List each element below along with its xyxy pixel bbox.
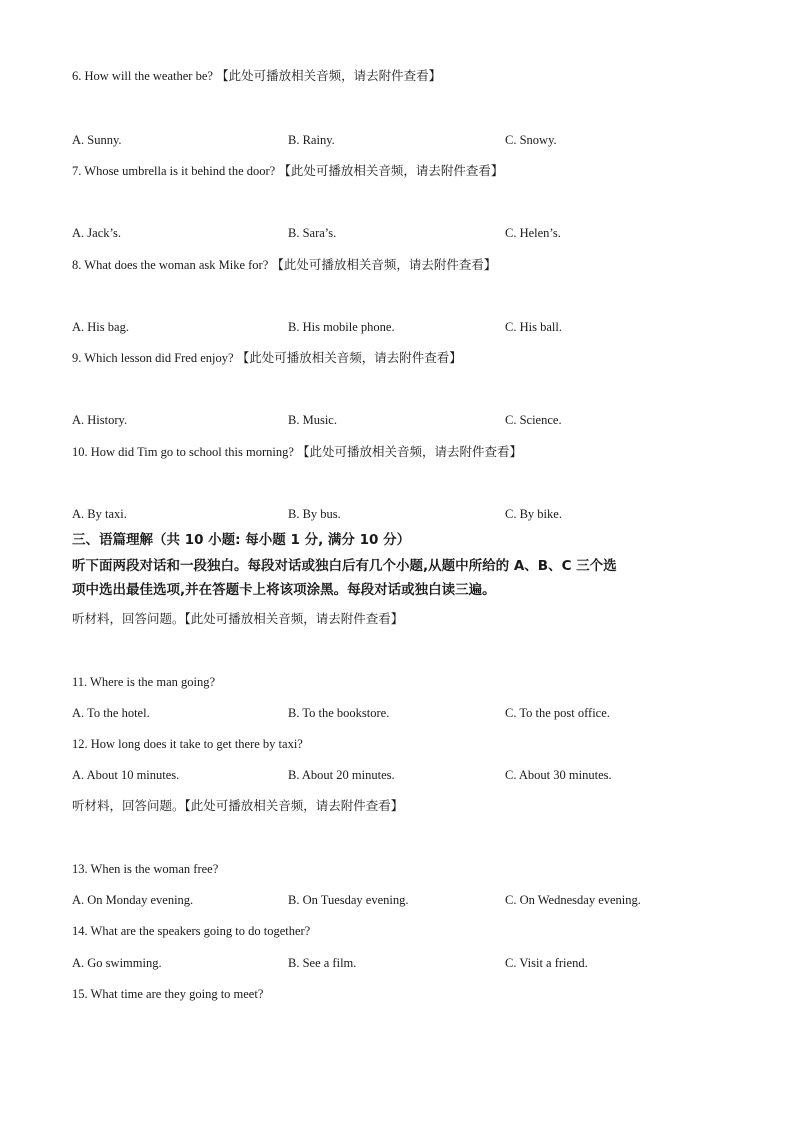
audio-link[interactable]: 【此处可播放相关音频，请去附件查看】 [278,163,504,178]
option-b: B. On Tuesday evening. [288,893,409,907]
option-a: A. Go swimming. [72,956,162,970]
option-b: B. To the bookstore. [288,706,390,720]
audio-link[interactable]: 【此处可播放相关音频，请去附件查看】 [297,444,523,459]
option-b: B. Sara’s. [288,226,337,240]
question-13: 13. When is the woman free? [72,862,219,876]
option-c: C. Visit a friend. [505,956,588,970]
section-instruction-line-1: 听下面两段对话和一段独白。每段对话或独白后有几个小题,从题中所给的 A、B、C 三个选 [72,558,617,574]
question-14: 14. What are the speakers going to do together? [72,924,311,938]
audio-link[interactable]: 【此处可播放相关音频，请去附件查看】 [236,350,462,365]
question-text: 8. What does the woman ask Mike for? [72,258,269,272]
option-a: A. His bag. [72,320,129,334]
question-7 [72,163,503,179]
option-c: C. By bike. [505,507,562,521]
option-c: C. Snowy. [505,133,557,147]
option-a: A. About 10 minutes. [72,768,180,782]
question-10 [72,444,522,460]
question-8 [72,257,496,273]
option-c: C. Science. [505,413,562,427]
question-11: 11. Where is the man going? [72,675,216,689]
option-b: B. His mobile phone. [288,320,395,334]
listen-prompt [72,611,403,627]
section-title: 三、语篇理解（共 10 小题: 每小题 1 分, 满分 10 分） [72,532,411,548]
question-text: 7. Whose umbrella is it behind the door? [72,164,276,178]
option-a: A. History. [72,413,128,427]
option-c: C. To the post office. [505,706,610,720]
option-a: A. By taxi. [72,507,127,521]
question-12: 12. How long does it take to get there by taxi? [72,737,303,751]
listen-prompt-text: 听材料，回答问题。 [72,611,185,626]
option-c: C. Helen’s. [505,226,561,240]
question-text: 10. How did Tim go to school this morning? [72,445,294,459]
question-9 [72,350,462,366]
listen-prompt [72,798,403,814]
question-15: 15. What time are they going to meet? [72,987,264,1001]
option-b: B. See a film. [288,956,357,970]
audio-link[interactable]: 【此处可播放相关音频，请去附件查看】 [184,611,404,626]
section-instruction-line-2: 项中选出最佳选项,并在答题卡上将该项涂黑。每段对话或独白读三遍。 [72,582,496,598]
option-b: B. By bus. [288,507,341,521]
option-c: C. His ball. [505,320,562,334]
option-b: B. Music. [288,413,337,427]
option-a: A. On Monday evening. [72,893,194,907]
question-6 [72,68,441,84]
option-a: A. To the hotel. [72,706,150,720]
option-a: A. Sunny. [72,133,122,147]
option-c: C. On Wednesday evening. [505,893,641,907]
question-text: 9. Which lesson did Fred enjoy? [72,351,234,365]
option-b: B. About 20 minutes. [288,768,395,782]
audio-link[interactable]: 【此处可播放相关音频，请去附件查看】 [216,68,442,83]
option-c: C. About 30 minutes. [505,768,612,782]
audio-link[interactable]: 【此处可播放相关音频，请去附件查看】 [184,798,404,813]
option-a: A. Jack’s. [72,226,121,240]
question-text: 6. How will the weather be? [72,69,213,83]
audio-link[interactable]: 【此处可播放相关音频，请去附件查看】 [271,257,497,272]
listen-prompt-text: 听材料，回答问题。 [72,798,185,813]
option-b: B. Rainy. [288,133,335,147]
